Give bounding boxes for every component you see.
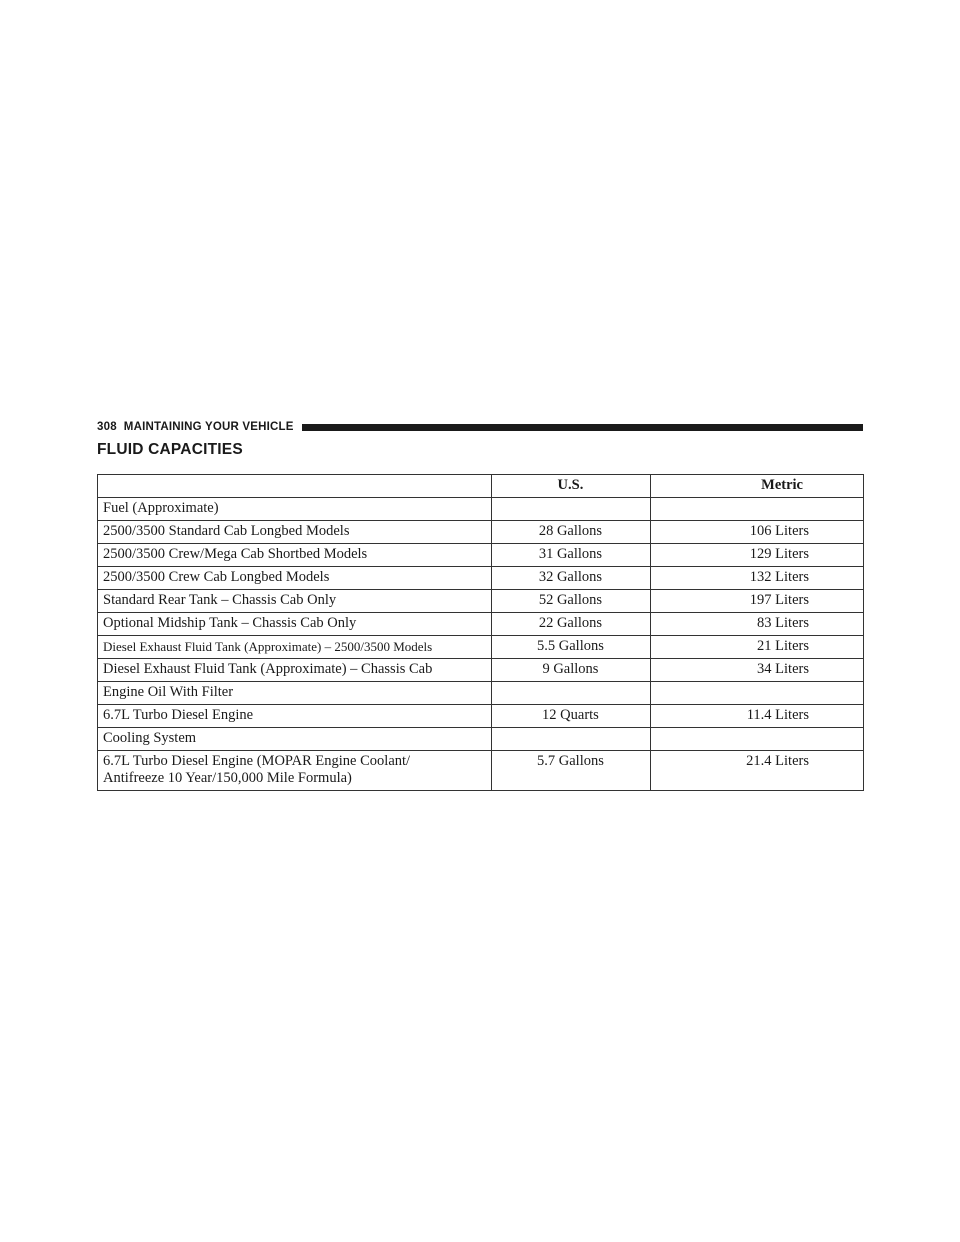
row-label-line-2: Antifreeze 10 Year/150,000 Mile Formula): [103, 770, 352, 786]
row-label: 2500/3500 Crew/Mega Cab Shortbed Models: [98, 544, 492, 567]
us-value: [491, 682, 650, 705]
table-row: [98, 498, 864, 521]
column-header-metric: Metric: [651, 475, 864, 498]
table-row: [98, 659, 864, 682]
us-value: 12 Quarts: [491, 705, 650, 728]
table-row: [98, 544, 864, 567]
metric-value: 34 Liters: [651, 659, 864, 682]
metric-value: 11.4 Liters: [651, 705, 864, 728]
us-value: 32 Gallons: [491, 567, 650, 590]
us-value: 5.5 Gallons: [491, 636, 650, 659]
us-value: [491, 498, 650, 521]
table-row: [98, 705, 864, 728]
row-label: Standard Rear Tank – Chassis Cab Only: [98, 590, 492, 613]
row-label: Optional Midship Tank – Chassis Cab Only: [98, 613, 492, 636]
metric-value: 106 Liters: [651, 521, 864, 544]
section-title: MAINTAINING YOUR VEHICLE: [123, 421, 294, 433]
metric-value: 132 Liters: [651, 567, 864, 590]
table-header-row: [98, 475, 864, 498]
us-value: [491, 728, 650, 751]
category-label: Fuel (Approximate): [98, 498, 492, 521]
metric-value: 21.4 Liters: [651, 751, 864, 791]
us-value: 22 Gallons: [491, 613, 650, 636]
row-label: [98, 751, 492, 791]
column-header-us: U.S.: [491, 475, 650, 498]
row-label: 2500/3500 Standard Cab Longbed Models: [98, 521, 492, 544]
table-row: [98, 682, 864, 705]
metric-value: 83 Liters: [651, 613, 864, 636]
row-label-line-1: 6.7L Turbo Diesel Engine (MOPAR Engine Coolant/: [103, 753, 411, 769]
row-label: Diesel Exhaust Fluid Tank (Approximate) – Chassis Cab: [98, 659, 492, 682]
us-value: 28 Gallons: [491, 521, 650, 544]
page-number: 308: [97, 421, 117, 433]
header-rule: [302, 424, 863, 431]
metric-value: [651, 682, 864, 705]
table-row: [98, 636, 864, 659]
category-label: Cooling System: [98, 728, 492, 751]
fluid-capacities-table: [97, 474, 864, 791]
table-row: [98, 567, 864, 590]
us-value: 9 Gallons: [491, 659, 650, 682]
table-row: [98, 521, 864, 544]
column-header-description: [98, 475, 492, 498]
metric-value: 21 Liters: [651, 636, 864, 659]
row-label: 2500/3500 Crew Cab Longbed Models: [98, 567, 492, 590]
table-row: [98, 590, 864, 613]
metric-value: 129 Liters: [651, 544, 864, 567]
page-header: [97, 419, 863, 435]
us-value: 52 Gallons: [491, 590, 650, 613]
us-value: 31 Gallons: [491, 544, 650, 567]
us-value: 5.7 Gallons: [491, 751, 650, 791]
category-label: Engine Oil With Filter: [98, 682, 492, 705]
row-label: Diesel Exhaust Fluid Tank (Approximate) – 2500/3500 Models: [98, 636, 492, 659]
row-label: 6.7L Turbo Diesel Engine: [98, 705, 492, 728]
table-row: [98, 728, 864, 751]
metric-value: [651, 728, 864, 751]
metric-value: [651, 498, 864, 521]
page-title: FLUID CAPACITIES: [97, 441, 243, 458]
table-row: [98, 613, 864, 636]
metric-value: 197 Liters: [651, 590, 864, 613]
table-row: [98, 751, 864, 791]
